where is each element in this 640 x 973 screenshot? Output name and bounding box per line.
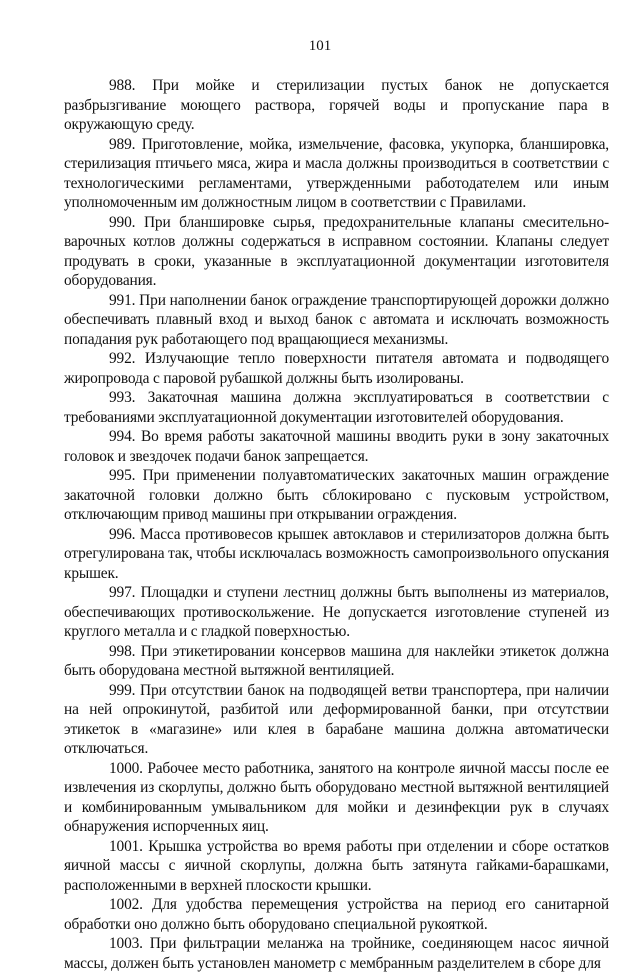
page-number: 101 xyxy=(308,38,332,54)
paragraph-996: 996. Масса противовесов крышек автоклавов и стерилизаторов должна быть отрегулирована так, чтобы исключалась возможность самопроизвольного опускания крышек. xyxy=(64,525,609,582)
paragraph-989: 989. Приготовление, мойка, измельчение, фасовка, укупорка, бланшировка, стерилизация птичьего мяса, жира и масла должны производиться в соответствии с технологическими регламентами, утвержденными работодателем или иным уполномоченным им должностным лицом в соответствии с Правилами. xyxy=(64,135,609,211)
paragraph-991: 991. При наполнении банок ограждение транспортирующей дорожки должно обеспечивать плавный вход и выход банок с автомата и исключать возможность попадания рук работающего под вращающиеся механизмы. xyxy=(64,291,609,348)
paragraph-993: 993. Закаточная машина должна эксплуатироваться в соответствии с требованиями эксплуатационной документации изготовителей оборудования. xyxy=(64,389,609,426)
paragraph-992: 992. Излучающие тепло поверхности питателя автомата и подводящего жиропровода с паровой рубашкой должны быть изолированы. xyxy=(64,350,609,387)
document-body xyxy=(64,76,609,973)
paragraph-994: 994. Во время работы закаточной машины вводить руки в зону закаточных головок и звездочек подачи банок запрещается. xyxy=(64,428,609,465)
paragraph-1003: 1003. При фильтрации меланжа на тройнике, соединяющем насос яичной массы, должен быть установлен манометр с мембранным разделителем в сборе для xyxy=(64,935,609,972)
paragraph-990: 990. При бланшировке сырья, предохранительные клапаны смесительно-варочных котлов должны содержаться в исправном состоянии. Клапаны следует продувать в сроки, указанные в эксплуатационной документации изготовителя оборудования. xyxy=(64,213,609,289)
paragraph-1000: 1000. Рабочее место работника, занятого на контроле яичной массы после ее извлечения из скорлупы, должно быть оборудовано местной вытяжной вентиляцией и комбинированным умывальником для мойки и дезинфекции рук в случаях обнаружения испорченных яиц. xyxy=(64,759,609,835)
paragraph-997: 997. Площадки и ступени лестниц должны быть выполнены из материалов, обеспечивающих противоскольжение. Не допускается изготовление ступеней из круглого металла и с гладкой поверхностью. xyxy=(64,584,609,640)
paragraph-998: 998. При этикетировании консервов машина для наклейки этикеток должна быть оборудована местной вытяжной вентиляцией. xyxy=(64,642,609,679)
paragraph-999: 999. При отсутствии банок на подводящей ветви транспортера, при наличии на ней опрокинутой, разбитой или деформированной банки, при отсутствии этикеток в «магазине» или клея в барабане машина должна автоматически отключаться. xyxy=(64,681,609,757)
paragraph-1002: 1002. Для удобства перемещения устройства на период его санитарной обработки оно должно быть оборудовано специальной рукояткой. xyxy=(64,896,609,933)
paragraph-995: 995. При применении полуавтоматических закаточных машин ограждение закаточной головки должно быть сблокировано с пусковым устройством, отключающим привод машины при открывании ограждения. xyxy=(64,467,609,523)
paragraph-988: 988. При мойке и стерилизации пустых банок не допускается разбрызгивание моющего раствора, горячей воды и пропускание пара в окружающую среду. xyxy=(64,77,609,133)
paragraph-1001: 1001. Крышка устройства во время работы при отделении и сборе остатков яичной массы с яичной скорлупы, должна быть затянута гайками-барашками, расположенными в верхней плоскости крышки. xyxy=(64,837,609,894)
